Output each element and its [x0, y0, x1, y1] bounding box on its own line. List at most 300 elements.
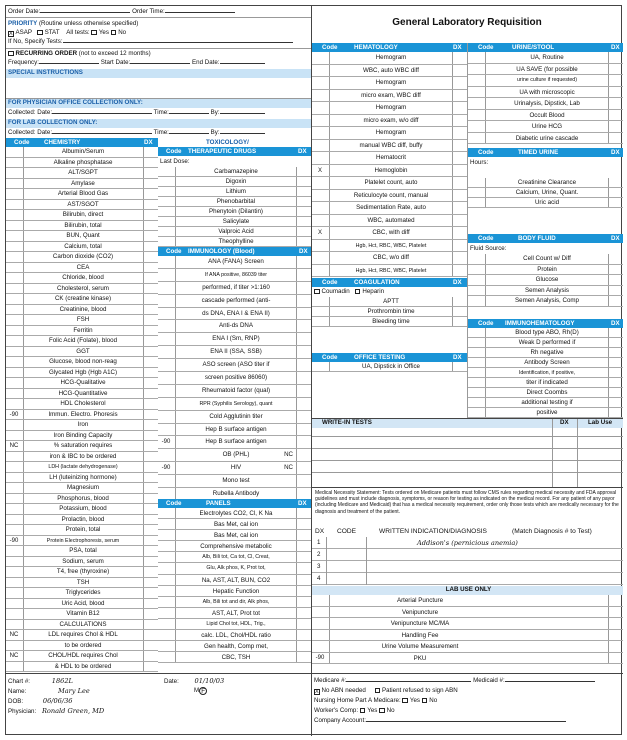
panels-divider: [175, 530, 176, 540]
chemistry-row[interactable]: [6, 525, 158, 536]
chemistry-code-cell[interactable]: -90: [9, 537, 19, 544]
chemistry-row[interactable]: [6, 231, 158, 242]
chemistry-divider: [143, 389, 144, 399]
immunohematology-test-name: positive: [536, 409, 558, 416]
heparin-label: Heparin: [362, 288, 385, 295]
medicare-label: Medicare #:: [314, 677, 347, 684]
lab-use-divider: [608, 653, 609, 664]
body-fluid-row[interactable]: [468, 296, 623, 307]
hematology-row[interactable]: [312, 202, 467, 215]
immunohematology-row[interactable]: [468, 388, 623, 398]
chemistry-test-name: Glycated Hgb (Hgb A1C): [48, 368, 118, 376]
immunology-divider: [175, 398, 176, 410]
chemistry-divider: [23, 536, 24, 546]
urine-title: URINE/STOOL: [512, 44, 555, 51]
chemistry-row[interactable]: [6, 179, 158, 190]
coagulation-row[interactable]: [312, 297, 467, 307]
panels-row[interactable]: [158, 575, 311, 586]
hematology-test-name: Hemogram: [375, 79, 407, 86]
timed-urine-row[interactable]: [468, 188, 623, 198]
body-fluid-title: BODY FLUID: [518, 235, 556, 242]
workers-yes-label: Yes: [367, 707, 378, 714]
chemistry-row[interactable]: [6, 378, 158, 389]
chemistry-divider: [143, 473, 144, 483]
chemistry-test-name: Carbon dioxide (CO2): [52, 253, 114, 260]
body-fluid-row[interactable]: [468, 275, 623, 286]
toxicology-title-bar: [158, 138, 311, 147]
lab-use-row[interactable]: [312, 595, 623, 607]
panels-row[interactable]: [158, 541, 311, 552]
chemistry-test-name: Protein, total: [65, 526, 101, 533]
workers-yes-checkbox[interactable]: [360, 708, 366, 714]
diagnosis-row[interactable]: [312, 561, 623, 573]
chemistry-divider: [143, 567, 144, 577]
chemistry-divider: [143, 620, 144, 630]
refused-abn-checkbox[interactable]: [375, 688, 381, 694]
coagulation-test-name: Bleeding time: [372, 318, 410, 325]
immunology-row[interactable]: [158, 346, 311, 359]
chemistry-divider: [143, 315, 144, 325]
chemistry-divider: [143, 273, 144, 283]
chemistry-divider: [23, 168, 24, 178]
panels-test-name: AST, ALT, Prot tot: [211, 609, 261, 617]
chemistry-row[interactable]: [6, 662, 158, 673]
immunology-row[interactable]: [158, 372, 311, 385]
toxicology-divider: [175, 207, 176, 216]
chemistry-row[interactable]: [6, 389, 158, 400]
lab-use-row[interactable]: [312, 641, 623, 653]
immunology-code-cell[interactable]: -90: [161, 465, 171, 472]
chemistry-row[interactable]: [6, 168, 158, 179]
chemistry-row[interactable]: [6, 567, 158, 578]
diagnosis-text[interactable]: Addison's (pernicious anemia): [417, 539, 518, 547]
coagulation-test-name: Prothrombin time: [367, 308, 415, 315]
chemistry-test-name: Immun. Electro. Phoresis: [48, 410, 118, 418]
all-tests-no-checkbox[interactable]: [111, 30, 117, 36]
immunology-row[interactable]: [158, 282, 311, 295]
urine-row[interactable]: [468, 52, 623, 64]
immunohematology-test-name: Blood type ABO, Rh(D): [515, 329, 579, 336]
chemistry-code-cell[interactable]: NC: [9, 653, 19, 659]
chemistry-divider: [23, 315, 24, 325]
immunology-test-name: Cold Agglutinin titer: [209, 412, 263, 420]
diagnosis-row[interactable]: [312, 537, 623, 549]
chemistry-row[interactable]: [6, 410, 158, 421]
immunology-row[interactable]: [158, 320, 311, 333]
chemistry-row[interactable]: [6, 399, 158, 410]
panels-row[interactable]: [158, 630, 311, 641]
chemistry-row[interactable]: [6, 441, 158, 452]
all-tests-yes-checkbox[interactable]: [91, 30, 97, 36]
urine-list: [468, 52, 623, 144]
chemistry-row[interactable]: [6, 357, 158, 368]
immunology-test-name: Anti-ds DNA: [218, 322, 254, 330]
hematology-row[interactable]: [312, 252, 467, 265]
chemistry-row[interactable]: [6, 494, 158, 505]
hematology-row[interactable]: [312, 177, 467, 190]
no-abn-checkbox[interactable]: X: [315, 689, 319, 695]
diag-match-header: (Match Diagnosis # to Test): [512, 528, 592, 535]
chemistry-header: [6, 138, 158, 147]
chemistry-row[interactable]: [6, 326, 158, 337]
urine-row[interactable]: [468, 98, 623, 110]
timed-urine-row[interactable]: [468, 178, 623, 188]
diagnosis-number: 1: [317, 539, 321, 546]
toxicology-row[interactable]: [158, 227, 311, 237]
chemistry-row[interactable]: [6, 557, 158, 568]
urine-row[interactable]: [468, 110, 623, 122]
physician-time-label: Time:: [153, 109, 169, 116]
immunohematology-divider: [485, 388, 486, 397]
hematology-row[interactable]: [312, 77, 467, 90]
panels-row[interactable]: [158, 619, 311, 630]
panels-divider: [296, 552, 297, 562]
chemistry-row[interactable]: [6, 368, 158, 379]
hematology-test-name: micro exam, WBC diff: [361, 91, 421, 99]
chemistry-row[interactable]: [6, 284, 158, 295]
office-testing-header: [312, 353, 467, 362]
panels-row[interactable]: [158, 519, 311, 530]
chemistry-divider: [23, 200, 24, 210]
toxicology-divider: [296, 187, 297, 196]
timed-dx-header: DX: [611, 149, 620, 156]
immunology-row[interactable]: [158, 398, 311, 411]
necessity-statement: Medical Necessity Statement: Tests ordered on Medicare patients must follow CMS rules regarding medical necessity and FDA approval guidelines and must include diagnosis, symptoms, or reason for testing as indicated on the medical record. For any patient of any payor (including Medicare and Medicaid) that has a medical necessity requirement, order only those tests which are medically necessary for the diagnosis and treatment of the patient.: [315, 490, 619, 515]
chemistry-row[interactable]: [6, 483, 158, 494]
lab-use-row[interactable]: [312, 618, 623, 630]
toxicology-row[interactable]: [158, 167, 311, 177]
toxicology-row[interactable]: [158, 217, 311, 227]
chemistry-row[interactable]: [6, 609, 158, 620]
toxicology-row[interactable]: [158, 187, 311, 197]
urine-row[interactable]: [468, 87, 623, 99]
immunology-row[interactable]: [158, 359, 311, 372]
immunology-row[interactable]: [158, 308, 311, 321]
lab-use-row[interactable]: [312, 630, 623, 642]
chemistry-row[interactable]: [6, 641, 158, 652]
immunology-divider: [175, 462, 176, 474]
immunology-row[interactable]: [158, 475, 311, 488]
chemistry-row[interactable]: [6, 252, 158, 263]
hematology-row[interactable]: [312, 140, 467, 153]
write-in-dx-header: DX: [560, 419, 569, 426]
no-abn-label: No ABN needed: [321, 687, 366, 694]
timed-urine-test-name: Uric acid: [534, 199, 560, 206]
chemistry-row[interactable]: [6, 336, 158, 347]
chemistry-divider: [23, 630, 24, 640]
workers-no-checkbox[interactable]: [379, 708, 385, 714]
chemistry-row[interactable]: [6, 452, 158, 463]
coumadin-checkbox[interactable]: [314, 289, 320, 295]
hematology-code-cell[interactable]: X: [317, 167, 322, 174]
chemistry-row[interactable]: [6, 347, 158, 358]
sex-m[interactable]: M: [194, 687, 200, 694]
timed-urine-divider: [485, 178, 486, 187]
asap-checkbox[interactable]: X: [9, 31, 13, 37]
chemistry-divider: [143, 347, 144, 357]
recurring-label: RECURRING ORDER: [15, 50, 78, 57]
toxicology-row[interactable]: [158, 237, 311, 247]
chemistry-row[interactable]: [6, 221, 158, 232]
immunohematology-divider: [485, 348, 486, 357]
timed-urine-divider: [485, 198, 486, 207]
hematology-divider: [329, 52, 330, 64]
chemistry-row[interactable]: [6, 504, 158, 515]
panels-row[interactable]: [158, 597, 311, 608]
immunohematology-divider: [608, 348, 609, 357]
panels-row[interactable]: [158, 508, 311, 519]
body-fluid-row[interactable]: [468, 254, 623, 265]
hematology-row[interactable]: [312, 102, 467, 115]
hematology-row[interactable]: [312, 90, 467, 103]
heparin-checkbox[interactable]: [355, 289, 361, 295]
diagnosis-header: [315, 527, 620, 537]
immunology-row[interactable]: [158, 462, 311, 475]
immunohematology-divider: [608, 368, 609, 377]
hematology-row[interactable]: [312, 52, 467, 65]
diagnosis-row[interactable]: [312, 573, 623, 585]
immunology-divider: [175, 308, 176, 320]
chemistry-row[interactable]: [6, 189, 158, 200]
toxicology-row[interactable]: [158, 207, 311, 217]
lab-use-row[interactable]: [312, 607, 623, 619]
timed-urine-divider: [485, 188, 486, 197]
chemistry-divider: [143, 557, 144, 567]
dob-label: DOB:: [8, 698, 24, 705]
chemistry-list: [6, 147, 158, 672]
panels-divider: [175, 563, 176, 573]
immunohematology-row[interactable]: [468, 398, 623, 408]
immunohematology-test-name: Weak D performed if: [518, 339, 576, 346]
immunology-test-name: RPR (Syphilis Serology), quant: [199, 400, 273, 407]
immunology-row[interactable]: [158, 256, 311, 269]
immunohematology-test-name: titer if indicated: [526, 379, 568, 386]
hematology-divider: [452, 252, 453, 264]
immunohematology-row[interactable]: [468, 368, 623, 378]
immunology-divider: [175, 385, 176, 397]
chemistry-row[interactable]: [6, 599, 158, 610]
immunology-list: [158, 256, 311, 501]
hematology-row[interactable]: [312, 240, 467, 253]
urine-divider: [608, 133, 609, 144]
chemistry-row[interactable]: [6, 273, 158, 284]
office-testing-divider: [452, 362, 453, 371]
chemistry-row[interactable]: [6, 158, 158, 169]
panels-row[interactable]: [158, 563, 311, 574]
immunology-test-name: Rheumatoid factor (qual): [201, 386, 271, 394]
immunology-divider: [175, 411, 176, 423]
chemistry-test-name: Folic Acid (Folate), blood: [48, 337, 118, 344]
chemistry-row[interactable]: [6, 588, 158, 599]
stat-checkbox[interactable]: [37, 30, 43, 36]
hematology-row[interactable]: [312, 227, 467, 240]
lab-use-divider: [608, 595, 609, 606]
chemistry-row[interactable]: [6, 630, 158, 641]
immunology-divider: [296, 333, 297, 345]
immunology-row[interactable]: [158, 449, 311, 462]
hematology-test-name: Hemoglobin: [374, 166, 408, 174]
lab-use-divider: [329, 653, 330, 664]
panels-row[interactable]: [158, 530, 311, 541]
immunology-test-name: cascade performed (anti-: [201, 296, 271, 304]
recurring-checkbox[interactable]: [8, 51, 14, 57]
hematology-row[interactable]: [312, 115, 467, 128]
chemistry-divider: [143, 263, 144, 273]
chemistry-divider: [23, 483, 24, 493]
toxicology-row[interactable]: [158, 197, 311, 207]
coagulation-divider: [329, 317, 330, 326]
panels-test-name: Gen health, Comp met,: [204, 643, 268, 651]
lab-time-label: Time:: [153, 129, 169, 136]
chemistry-row[interactable]: [6, 473, 158, 484]
chemistry-test-name: to be ordered: [64, 641, 102, 649]
chemistry-code-cell[interactable]: NC: [9, 632, 19, 638]
chemistry-row[interactable]: [6, 431, 158, 442]
hematology-row[interactable]: [312, 265, 467, 278]
lab-by-label: By:: [210, 129, 220, 136]
chemistry-row[interactable]: [6, 620, 158, 631]
office-testing-row[interactable]: [312, 362, 467, 372]
hematology-divider: [452, 90, 453, 102]
hematology-row[interactable]: [312, 190, 467, 203]
chemistry-row[interactable]: [6, 315, 158, 326]
chemistry-divider: [23, 189, 24, 199]
chemistry-test-name: HCG-Quantitative: [58, 389, 108, 397]
panels-row[interactable]: [158, 586, 311, 597]
hematology-row[interactable]: [312, 215, 467, 228]
coagulation-title: COAGULATION: [354, 279, 400, 286]
diagnosis-row[interactable]: [312, 549, 623, 561]
immunology-row[interactable]: [158, 295, 311, 308]
chemistry-row[interactable]: [6, 210, 158, 221]
panels-row[interactable]: [158, 608, 311, 619]
urine-row[interactable]: [468, 121, 623, 133]
immunology-row[interactable]: [158, 424, 311, 437]
immunology-note: NC: [284, 451, 293, 459]
lab-use-code-cell[interactable]: -90: [315, 654, 325, 661]
immunohematology-divider: [608, 378, 609, 387]
immunohematology-row[interactable]: [468, 348, 623, 358]
immunology-row[interactable]: [158, 333, 311, 346]
urine-row[interactable]: [468, 64, 623, 76]
hematology-row[interactable]: [312, 65, 467, 78]
chemistry-row[interactable]: [6, 420, 158, 431]
hematology-row[interactable]: [312, 152, 467, 165]
immunohematology-row[interactable]: [468, 328, 623, 338]
coagulation-row[interactable]: [312, 307, 467, 317]
hematology-test-name: CBC, w/o diff: [373, 254, 409, 261]
visit-date-row: [164, 676, 309, 686]
chemistry-row[interactable]: [6, 294, 158, 305]
physician-collected-row: [8, 108, 308, 118]
panels-divider: [296, 519, 297, 529]
chemistry-row[interactable]: [6, 546, 158, 557]
immunology-divider: [296, 462, 297, 474]
toxicology-divider: [175, 197, 176, 206]
immunology-divider: [296, 424, 297, 436]
hematology-row[interactable]: [312, 127, 467, 140]
sex-f[interactable]: F: [199, 687, 207, 695]
urine-row[interactable]: [468, 75, 623, 87]
panels-test-name: Bas Met, cal ion: [213, 521, 259, 529]
immunology-row[interactable]: [158, 411, 311, 424]
timed-code-header: Code: [478, 149, 494, 156]
chemistry-row[interactable]: [6, 536, 158, 547]
panels-row[interactable]: [158, 641, 311, 652]
chemistry-divider: [23, 441, 24, 451]
immunohematology-row[interactable]: [468, 358, 623, 368]
immunohematology-test-name: additional testing if: [521, 399, 573, 406]
immunology-row[interactable]: [158, 436, 311, 449]
immunohematology-row[interactable]: [468, 338, 623, 348]
chemistry-row[interactable]: [6, 578, 158, 589]
immunology-row[interactable]: [158, 385, 311, 398]
chemistry-divider: [143, 578, 144, 588]
chemistry-row[interactable]: [6, 462, 158, 473]
coagulation-row[interactable]: [312, 317, 467, 327]
hematology-code-cell[interactable]: X: [317, 230, 322, 236]
immunology-code-cell[interactable]: -90: [161, 439, 171, 446]
hematology-test-name: manual WBC diff, buffy: [359, 141, 423, 149]
chemistry-row[interactable]: [6, 200, 158, 211]
toxicology-row[interactable]: [158, 177, 311, 187]
immunology-divider: [175, 333, 176, 345]
chemistry-row[interactable]: [6, 305, 158, 316]
lab-use-test-name: Venipuncture MC/MA: [390, 620, 450, 627]
panels-row[interactable]: [158, 552, 311, 563]
diag-dx-header: DX: [315, 528, 325, 535]
chemistry-divider: [23, 410, 24, 420]
chemistry-row[interactable]: [6, 515, 158, 526]
hematology-row[interactable]: [312, 165, 467, 178]
lab-collection-label: FOR LAB COLLECTION ONLY:: [6, 119, 311, 128]
chemistry-divider: [23, 399, 24, 409]
write-in-lab-use-header: Lab Use: [588, 419, 613, 426]
nursing-no-checkbox[interactable]: [422, 698, 428, 704]
immunohematology-row[interactable]: [468, 408, 623, 418]
immunology-divider: [175, 424, 176, 436]
chemistry-code-cell[interactable]: NC: [9, 443, 19, 449]
immunology-test-name: Hep B surface antigen: [205, 438, 267, 446]
lab-use-row[interactable]: [312, 653, 623, 665]
chemistry-divider: [143, 431, 144, 441]
nursing-yes-checkbox[interactable]: [402, 698, 408, 704]
body-fluid-divider: [485, 296, 486, 306]
body-fluid-row[interactable]: [468, 286, 623, 297]
urine-row[interactable]: [468, 133, 623, 145]
panels-row[interactable]: [158, 652, 311, 663]
coagulation-code-header: Code: [322, 279, 338, 286]
immunology-row[interactable]: [158, 269, 311, 282]
immunohematology-row[interactable]: [468, 378, 623, 388]
urine-test-name: Diabetic urine cascade: [515, 134, 579, 142]
chemistry-row[interactable]: [6, 651, 158, 662]
chemistry-divider: [23, 599, 24, 609]
chemistry-test-name: Ferritin: [73, 326, 93, 334]
chemistry-code-cell[interactable]: -90: [9, 411, 19, 418]
chemistry-row[interactable]: [6, 242, 158, 253]
timed-urine-row[interactable]: [468, 198, 623, 208]
chemistry-divider: [23, 179, 24, 189]
immunology-divider: [296, 269, 297, 281]
chemistry-divider: [143, 357, 144, 367]
body-fluid-row[interactable]: [468, 265, 623, 276]
chemistry-row[interactable]: [6, 263, 158, 274]
chemistry-row[interactable]: [6, 147, 158, 158]
panels-divider: [296, 619, 297, 629]
chemistry-divider: [23, 294, 24, 304]
panels-divider: [175, 608, 176, 618]
